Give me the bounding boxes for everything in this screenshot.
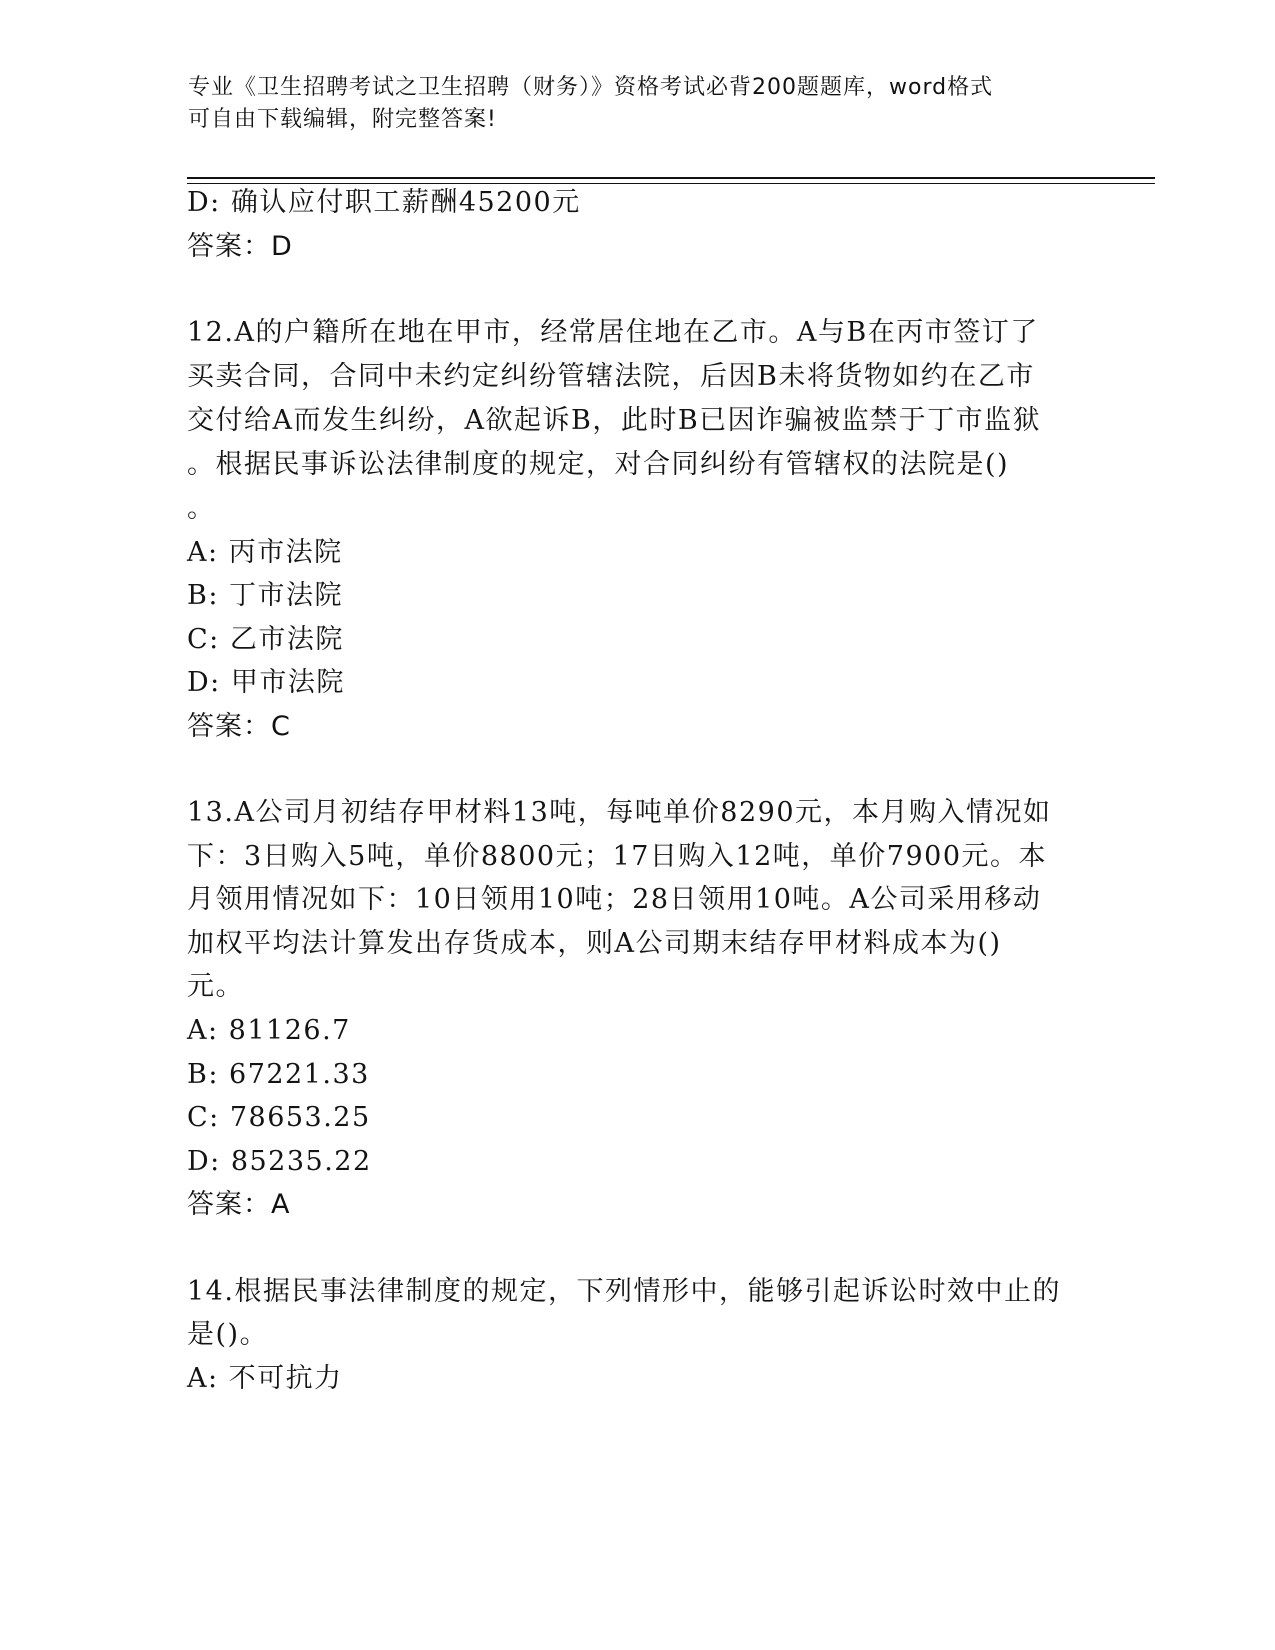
q13-text-line-1: 13.A公司月初结存甲材料13吨，每吨单价8290元，本月购入情况如 (187, 797, 1052, 828)
q13-text-line-2: 下：3日购入5吨，单价8800元；17日购入12吨，单价7900元。本 (187, 841, 1047, 872)
q12-option-d: D: 甲市法院 (187, 667, 345, 698)
q12-text-line-4: 。根据民事诉讼法律制度的规定，对合同纠纷有管辖权的法院是() (187, 449, 1010, 480)
header-line-2: 可自由下载编辑，附完整答案! (188, 107, 497, 132)
q12-text-line-3: 交付给A而发生纠纷，A欲起诉B，此时B已因诈骗被监禁于丁市监狱 (187, 405, 1042, 436)
q12-option-c: C: 乙市法院 (187, 624, 344, 655)
q14-option-a: A: 不可抗力 (187, 1363, 343, 1394)
header-divider-thick (187, 177, 1155, 179)
q12-option-a: A: 丙市法院 (187, 537, 343, 568)
q13-text-line-3: 月领用情况如下：10日领用10吨；28日领用10吨。A公司采用移动 (187, 884, 1042, 915)
q13-option-d: D: 85235.22 (187, 1146, 372, 1177)
q14-text-line-2: 是()。 (187, 1319, 269, 1350)
q13-option-b: B: 67221.33 (187, 1059, 370, 1090)
q13-answer: 答案：A (187, 1189, 291, 1220)
q13-text-line-4: 加权平均法计算发出存货成本，则A公司期末结存甲材料成本为() (187, 928, 1002, 959)
document-header (188, 72, 1068, 136)
q13-option-a: A: 81126.7 (187, 1015, 351, 1046)
q13-text-line-5: 元。 (187, 971, 244, 1002)
header-line-1: 专业《卫生招聘考试之卫生招聘（财务）》资格考试必背200题题库，word格式 (188, 75, 994, 100)
q13-option-c: C: 78653.25 (187, 1102, 371, 1133)
q12-text-line-1: 12.A的户籍所在地在甲市，经常居住地在乙市。A与B在丙市签订了 (187, 317, 1039, 348)
q12-text-line-5: 。 (187, 493, 216, 524)
prev-answer: 答案：D (187, 231, 293, 262)
prev-option-d: D: 确认应付职工薪酬45200元 (187, 187, 581, 218)
q12-answer: 答案：C (187, 711, 291, 742)
q12-option-b: B: 丁市法院 (187, 580, 344, 611)
q14-text-line-1: 14.根据民事法律制度的规定，下列情形中，能够引起诉讼时效中止的 (187, 1276, 1061, 1307)
q12-text-line-2: 买卖合同，合同中未约定纠纷管辖法院，后因B未将货物如约在乙市 (187, 361, 1035, 392)
